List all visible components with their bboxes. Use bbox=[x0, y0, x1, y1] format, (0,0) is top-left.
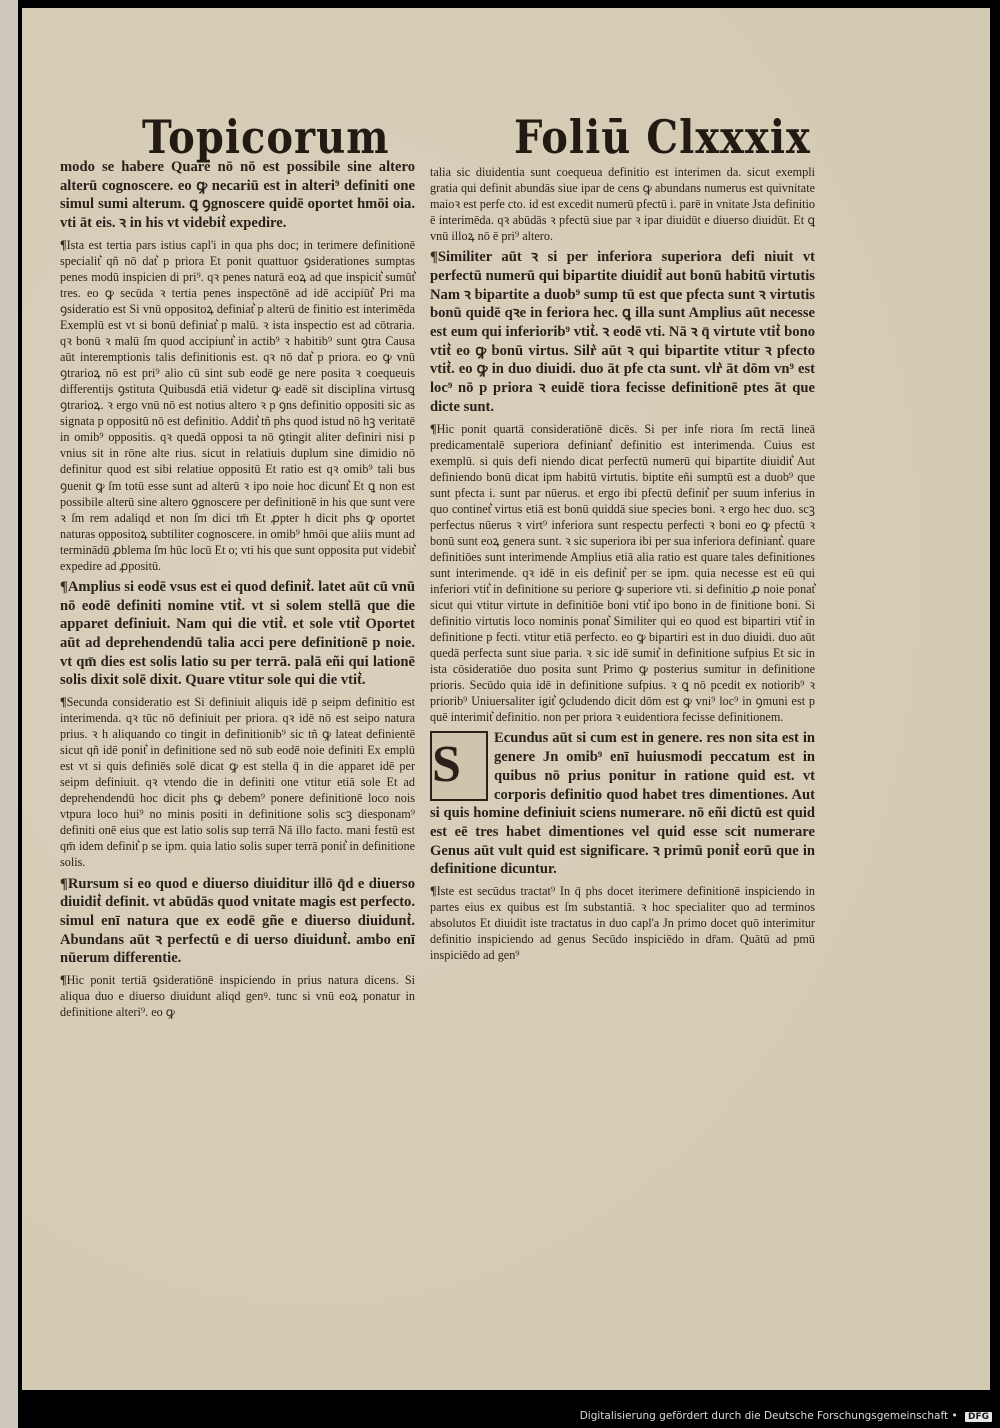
running-head-left: Topicorum bbox=[142, 110, 390, 165]
running-head-right: Foliū Clxxxix bbox=[514, 110, 811, 165]
paragraph bbox=[430, 729, 815, 879]
pilcrow-icon: ¶ bbox=[430, 421, 437, 436]
manuscript-page bbox=[22, 8, 990, 1390]
left-text-column bbox=[60, 158, 415, 1024]
paragraph-text: Hic ponit tertiā ꝯsideratiōnē inspiciendo in prius natura dicens. Si aliqua duo e diuerso diuidunt aliqd genꝰ. tunc si vnū eoꝝ ponatur in definitione alteri⁹. eo ꝙ bbox=[60, 973, 415, 1020]
pilcrow-icon: ¶ bbox=[60, 875, 68, 892]
paragraph bbox=[430, 164, 815, 244]
paragraph-text: Rursum si eo quod e diuerso diuiditur illō q̄d e diuerso diuidit͛ definit. vt abūdās quod vnitate magis est perfecto. simul enī natura que ex eodē gñe e diuerso diuidunt͛. Abundans aūt ꝛ perfectū e di uerso diuidunt͛. ambo enī nūerum differentie. bbox=[60, 875, 415, 967]
dfg-logo: DFG bbox=[965, 1412, 992, 1422]
paragraph-text: Amplius si eodē vsus est ei quod definit͛. latet aūt cū vnū nō eodē definiti nomine vtit͛. vt si solem stellā que die apparet definiuit. Nam qui die vtit͛. et sole vtit͛ Oportet aūt ad deprehendendū talia acci pere definitionē p noie. vt qm̄ dies est solis latio su per terrā. palā eñi qui lationē solis dixit solē dixit. Quare vtitur sole qui die vtit͛. bbox=[60, 578, 415, 689]
paragraph-text: Secunda consideratio est Si definiuit aliquis idē p seipm definitio est interimenda. qꝛ tūc nō definiuit per priora. qꝛ idē nō est seipo natura prius. ꝛ h aliquando co tingit in definitionib⁹ sic tñ ꝙ lateat definientē sicut qñ idē ponit͛ in definitione sed nō sub eodē noie definiti Ex emplū est vt si quis definiēs solē dicat ꝙ est stella q̄ in die apparet idē per seipm definiuit. qꝛ vtendo die in definiti one vtitur etiā sole Et ad deprehendendū hoc dicit phs ꝙ debem⁹ ponere definitionē loco nois vtpura loco hui⁹ no minis positi in definitione solis scꝫ diesponam⁹ definiti onē eius que est latio solis sup terrā Nā illo facto. mani festū est qm̄ idem definit͛ p se ipm. quia latio solis super terrā ponit͛ in definitione solis. bbox=[60, 695, 415, 870]
footer-credit: Digitalisierung gefördert durch die Deutsche Forschungsgemeinschaft bbox=[579, 1410, 949, 1422]
paragraph bbox=[60, 694, 415, 871]
digitization-footer: Digitalisierung gefördert durch die Deutsche Forschungsgemeinschaft • DFG bbox=[580, 1410, 992, 1422]
pilcrow-icon: ¶ bbox=[60, 695, 67, 710]
paragraph-text: Iste est secūdus tractat⁹ In q̄ phs docet iterimere definitionē inspiciendo in partes eius ex quibus est ſm substantiā. ꝛ hoc specialiter quo ad terminos absolutos Et diuidit iste tractatus in duo capl'a Jn primo docet quō interimitur definitio inspiciendo ad genus Secūdo inspiciēdo in dr̄am. Quātū ad pmū inspiciēdo ad gen⁹ bbox=[430, 884, 815, 963]
paragraph bbox=[60, 237, 415, 574]
pilcrow-icon: ¶ bbox=[430, 884, 437, 899]
paragraph bbox=[60, 972, 415, 1020]
scan-card-edge bbox=[0, 0, 18, 1428]
paragraph bbox=[60, 578, 415, 690]
paragraph-text: Ecundus aūt si cum est in genere. res non sita est in genere Jn omib⁹ enī huiusmodi peccatum est in quibus nō prius ponitur in ratione quid est. vt corporis definitio quod habet tres dimentiones. Aut si quis homine definiuit sciens numerare. nō eñi dictū est quid est eē tres habet dimentiones vel quid esse scit numerare Genus aūt vult quid est significare. ꝛ primū ponit͛ eorū que in definitione dicuntur. bbox=[430, 730, 815, 878]
pilcrow-icon: ¶ bbox=[430, 249, 438, 266]
right-text-column bbox=[430, 164, 815, 967]
paragraph bbox=[60, 158, 415, 233]
paragraph-text: Similiter aūt ꝛ si per inferiora superiora defi niuit vt perfectū numerū qui bipartite diuidit͛ aut bonū habitū virtutis Nam ꝛ bipartite a duob⁹ sump tū est que pfecta sunt ꝛ virtutis bonū quidē qꝛe in feriora hec. ꝗ illa sunt Amplius aūt necesse est eum qui inferiorib⁹ vtit͛. ꝛ eodē vti. Nā ꝛ q̄ virtute vtit͛ bono vtit͛ eo ꝙ bonū virtus. Silr͛ aūt ꝛ qui bipartite vtitur ꝛ pfecto vtit͛. eo ꝙ in duo diuidi. duo āt pfe cta sunt. vlr͛ āt dōm vn⁹ est loc⁹ nō p priora ꝛ euidē tiora fecisse definitionē ptes āt que dicte sunt. bbox=[430, 249, 815, 415]
paragraph-text: modo se habere Quare nō nō est possibile sine altero alterū cognoscere. eo ꝙ necariū est in alteri⁹ definiti one simul sumi alterum. ꝗ ꝯgnoscere quidē oportet hmōi oia. vti āt eis. ꝛ in his vt videbit͛ expedire. bbox=[60, 159, 415, 232]
paragraph-text: talia sic diuidentia sunt coequeua definitio est interimen da. sicut exempli gratia qui definit abundās siue ipar de cens ꝙ abundans numerus est quivnitate maioꝛ est perfe cto. id est excedit numerū pfectū i. parē in vnitate Jsta definitio ē interimēda. qꝛ abūdās ꝛ pfectū siue par ꝛ ipar diuidūt e diuerso diuidūt. Et ꝗ vnū illoꝝ nō ē pri⁹ altero. bbox=[430, 165, 815, 244]
pilcrow-icon: ¶ bbox=[60, 237, 67, 252]
paragraph-text: Hic ponit quartā consideratiōnē dicēs. Si per infe riora ſm rectā lineā predicamentalē superiora definiant͛ definitio est interimenda. Cuius est exemplū. si quis defi niendo dicat perfectū numerū qui bipartite diuidit͛ Aut definiendo bonū dicat ipm habitū virtutis. biptite eñi sumptū est a duob⁹ que sunt pfecta i. sunt par nūerus. et ergo ibi pfectū definit͛ per suum inferius in quo continet͛ virtus etiā est bonū quiddā siue species boni. ꝛ ergo hec duo. scꝫ perfectus nūerus ꝛ virt⁹ inferiora sunt respectu perfecti ꝛ boni eo ꝙ pfectū ꝛ bonū sunt eoꝝ genera sunt. ꝛ sic superiora ibi per sua inferiora definiant͛. quare definitiōes sunt interimende Amplius etiā alia ratio est quare tales definitiones sunt interimende. qꝛ idē in eis definit͛ per se ipm. quia necesse est eū qui inferiori vtit͛ in definitione su periore ꝙ superiore vti. si definitio ꝓ noie ponat͛ sicut qui vtitur virtute in definitiōe boni vtit͛ ipo bono in de finitione boni. Si definitio virtutis loco nominis ponat͛ Similiter qui eo quod est bipartiri vtit͛ in definitione p fecti. vtitur etiā perfecto. eo ꝙ bipartiri est in duo diuidi. duo aūt quedā perfecta sunt siue paria. ꝛ sic idē sumit͛ in definitione sufpius Et sic in ista cōsideratiōe duo posita sunt Primo ꝙ posterius sumitur in definitione prioris. Secūdo quia idē in definitione sufpius. ꝛ ꝗ nō pcedit ex notiorib⁹ ꝛ priorib⁹ Uniuersaliter igit͛ ꝯcludendo dicit dōm est ꝙ vni⁹ loc⁹ in ꝯmuni est p quē interimit͛ definitio. non per priora ꝛ euidentiora fecisse definitionem. bbox=[430, 421, 815, 725]
pilcrow-icon: ¶ bbox=[60, 973, 67, 988]
paragraph bbox=[430, 883, 815, 963]
paragraph bbox=[430, 248, 815, 416]
paragraph bbox=[60, 875, 415, 969]
decorated-initial: S bbox=[430, 731, 488, 801]
paragraph-text: Ista est tertia pars istius capl'i in qua phs doc; in terimere definitionē specialit͛ qñ nō dat͛ p priora Et ponit quattuor ꝯsiderationes sumptas penes modū inspicien di pri⁹. qꝛ penes naturā eoꝝ ad que inspicit͛ sumūt͛ tres. eo ꝙ secūda ꝛ tertia penes inspectōnē ad idē accipiūt͛ Pri ma ꝯsideratio est Si vnū oppositoꝝ definiat͛ p alterū de finitio est interimēda Exemplū est vt si bonū definiat͛ p malū. ꝛ ista inspectio est ad cōtraria. qꝛ bonū ꝛ malū ſm quod accipiunt͛ in actib⁹ ꝛ habitib⁹ sunt ꝯtra Causa aūt interemptionis talis definitionis est. qꝛ nō dat͛ p priora. eo ꝙ vnū ꝯtrarioꝝ nō est pri⁹ alio cū sint sub eodē ge nere posita ꝛ coequeuis differentijs ꝯstituta Quibusdā etiā videtur ꝙ eadē sit disciplina virtusꝗ ꝯtrarioꝝ. ꝛ ergo vnū nō est notius altero ꝛ p ꝯns definitio oppositi sic as signata p oppositū nō est definitio. Addit͛ tñ phs quod istud nō hꝫ veritatē in omib⁹ oppositis. qꝛ quedā opposi ta nō ꝯtingit aliter definiri nisi p vnius sit in rōne alte rius. sicut in relatiuis duplum sine dimidio nō definitur quod est sibi relatiue oppositū Et ratio est qꝛ omib⁹ tali bus ꝯuenit ꝙ ſm totū esse sunt ad alterū ꝛ ipo noie hoc dicunt͛ Et ꝗ non est possibile alterū sine altero ꝯgnoscere per definitionē in his que sunt vere ꝛ ſm rem adaliqd et non ſm dici tm̄ Et ꝓpter h dicit phs ꝙ oportet naturas oppositoꝝ subtiliter cognoscere. in omib⁹ hmōi que aliis munt ad terminādū ꝓblema ſm hūc locū Et o; vti his que sunt opposita put videbit͛ expedire ad ꝓpositū. bbox=[60, 237, 415, 573]
pilcrow-icon: ¶ bbox=[60, 578, 68, 595]
paragraph bbox=[430, 421, 815, 726]
